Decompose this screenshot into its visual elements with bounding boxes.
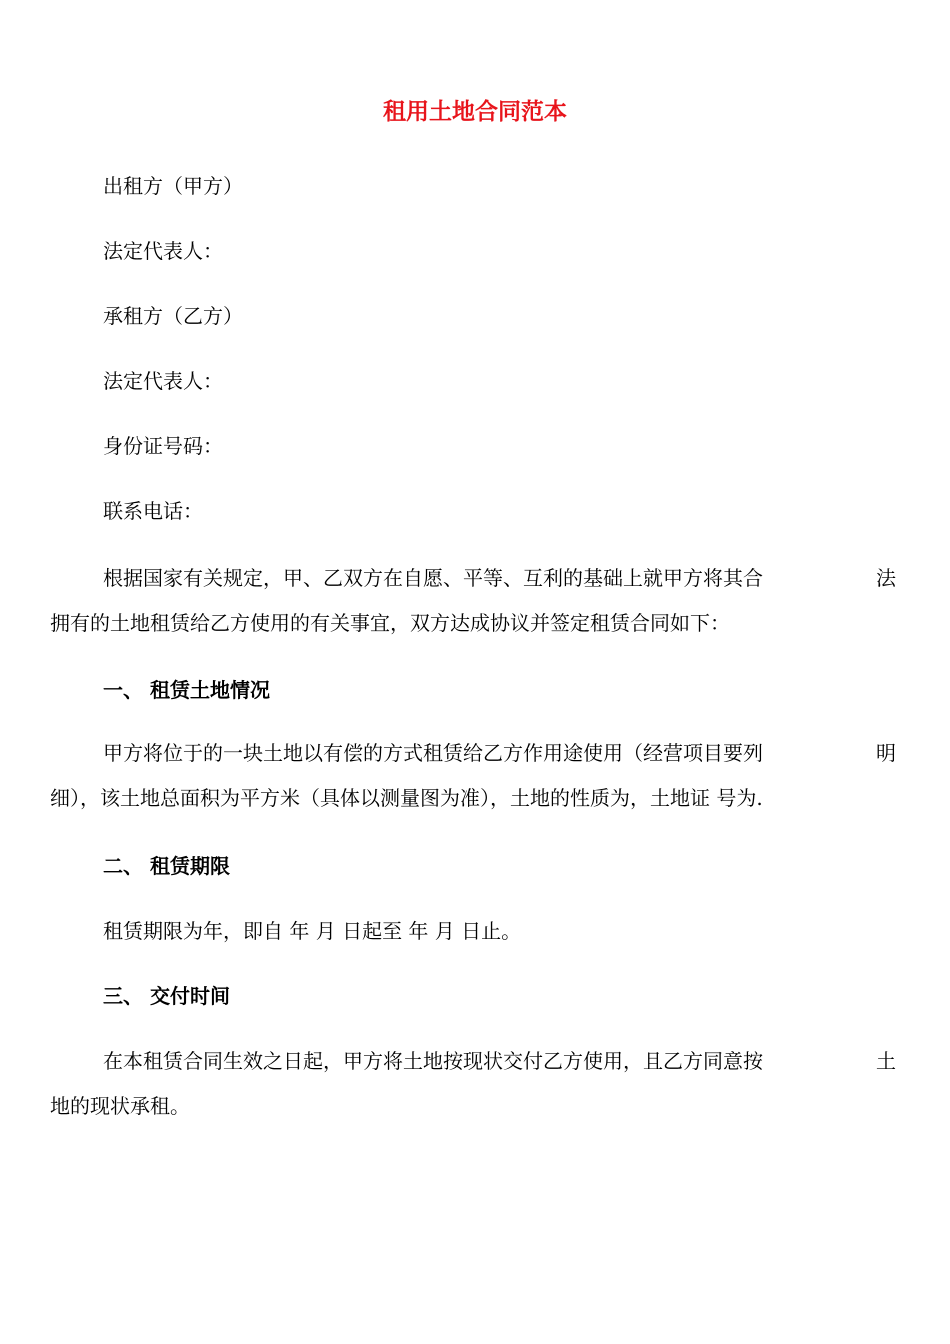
section-3-line-1-text: 在本租赁合同生效之日起，甲方将土地按现状交付乙方使用，且乙方同意按 <box>103 1049 763 1073</box>
lessor-representative-label: 法定代表人： <box>103 239 223 263</box>
section-1-heading: 一、 租赁土地情况 <box>103 678 270 702</box>
intro-line-2: 拥有的土地租赁给乙方使用的有关事宜，双方达成协议并签定租赁合同如下： <box>50 611 730 635</box>
intro-line-1-end: 法 <box>876 566 896 590</box>
section-3-heading: 三、 交付时间 <box>103 984 230 1008</box>
section-1-line-1-end: 明 <box>876 741 896 765</box>
intro-paragraph <box>50 556 896 646</box>
intro-line-1 <box>50 556 896 601</box>
id-number-label: 身份证号码： <box>103 434 223 458</box>
phone-label: 联系电话： <box>103 499 203 523</box>
intro-line-1-text: 根据国家有关规定，甲、乙双方在自愿、平等、互利的基础上就甲方将其合 <box>103 566 763 590</box>
lessee-representative-label: 法定代表人： <box>103 369 223 393</box>
section-3-line-2: 地的现状承租。 <box>50 1094 190 1118</box>
section-1-line-1-text: 甲方将位于的一块土地以有偿的方式租赁给乙方作用途使用（经营项目要列 <box>103 741 763 765</box>
lessor-label: 出租方（甲方） <box>103 174 243 198</box>
section-2-line-1: 租赁期限为年，即自 年 月 日起至 年 月 日止。 <box>103 919 522 943</box>
section-1-line-1 <box>50 731 896 776</box>
section-2-heading: 二、 租赁期限 <box>103 854 230 878</box>
section-3-line-1-end: 土 <box>876 1049 896 1073</box>
document-title: 租用土地合同范本 <box>383 99 567 125</box>
section-3-paragraph <box>50 1039 896 1129</box>
section-3-line-1 <box>50 1039 896 1084</box>
section-1-line-2: 细），该土地总面积为平方米（具体以测量图为准），土地的性质为，土地证 号为. <box>50 786 763 810</box>
lessee-label: 承租方（乙方） <box>103 304 243 328</box>
section-1-paragraph <box>50 731 896 821</box>
